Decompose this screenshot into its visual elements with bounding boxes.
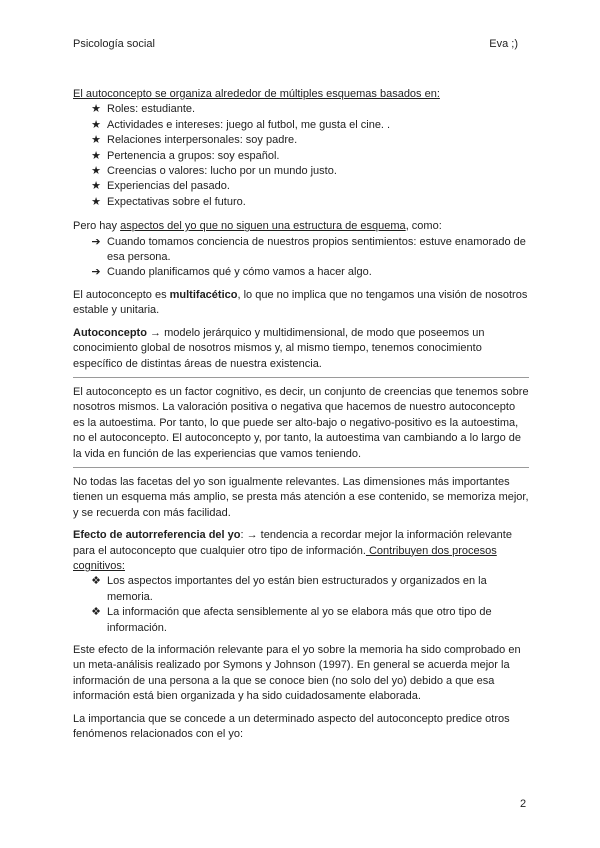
star-icon: ★: [91, 103, 101, 116]
star-icon: ★: [91, 180, 101, 193]
list-item: ★ Pertenencia a grupos: soy español.: [107, 149, 529, 164]
non-schema-list: [73, 235, 529, 281]
list-item: ➔ Cuando tomamos conciencia de nuestros propios sentimientos: estuve enamorado de esa persona.: [107, 235, 529, 266]
relevance-paragraph: No todas las facetas del yo son igualmente relevantes. Las dimensiones más importantes tienen un esquema más amplio, se presta más atención a ese contenido, se memoriza mejor, y se recuerda con más facilidad.: [73, 475, 529, 519]
list-item: ❖ La información que afecta sensiblemente al yo se elabora más que otro tipo de información.: [107, 605, 529, 636]
schemas-list: [73, 102, 529, 210]
star-icon: ★: [91, 134, 101, 147]
divider: [73, 377, 529, 378]
diamond-bullet-icon: ❖: [91, 606, 101, 619]
list-item: ➔ Cuando planificamos qué y cómo vamos a hacer algo.: [107, 265, 529, 280]
star-icon: ★: [91, 118, 101, 131]
star-icon: ★: [91, 165, 101, 178]
multifaceted-paragraph: El autoconcepto es multifacético, lo que no implica que no tengamos una visión de nosotros estable y unitaria.: [73, 288, 528, 317]
list-item: ❖ Los aspectos importantes del yo están bien estructurados y organizados en la memoria.: [107, 574, 529, 605]
list-item: ★ Expectativas sobre el futuro.: [107, 195, 529, 210]
star-icon: ★: [91, 149, 101, 162]
list-item: ★ Experiencias del pasado.: [107, 179, 529, 194]
arrow-right-icon: ➔: [91, 266, 101, 279]
non-schema-intro: Pero hay aspectos del yo que no siguen una estructura de esquema, como:: [73, 220, 442, 233]
schemas-intro: El autoconcepto se organiza alrededor de múltiples esquemas basados en:: [73, 88, 440, 100]
header-left: Psicología social: [73, 38, 155, 50]
diamond-bullet-icon: ❖: [91, 575, 101, 588]
list-item: ★ Creencias o valores: lucho por un mundo justo.: [107, 164, 529, 179]
header-right: Eva ;): [489, 38, 518, 50]
self-reference-effect: Efecto de autorreferencia del yo: → tendencia a recordar mejor la información relevante para el autoconcepto que cualquier otro tipo de información. Contribuyen dos procesos cognitivos:: [73, 529, 512, 572]
star-icon: ★: [91, 195, 101, 208]
arrow-icon: →: [150, 326, 162, 339]
autoconcepto-definition: Autoconcepto → modelo jerárquico y multidimensional, de modo que poseemos un conocimiento global de nosotros mismos y, al mismo tiempo, tenemos conocimiento específico de distintas áreas de nuestra existencia.: [73, 326, 485, 370]
document-body: [73, 87, 529, 742]
cognitive-processes-list: [73, 574, 529, 636]
autoestima-paragraph: El autoconcepto es un factor cognitivo, es decir, un conjunto de creencias que tenemos sobre nosotros mismos. La valoración positiva o negativa que hacemos de nuestro autoconcepto es la autoestima. Por tanto, lo que puede ser alto-bajo o negativo-positivo es la autoestima, no el autoconcepto. El autoconcepto y, por tanto, la autoestima van cambiando a lo largo de la vida en función de las experiencias que vamos teniendo.: [73, 385, 529, 460]
meta-analysis-paragraph: Este efecto de la información relevante para el yo sobre la memoria ha sido comprobado en un meta-análisis realizado por Symons y Johnson (1997). En general se acuerda mejor la información de una persona a la que se conoce bien (no solo del yo) debido a que esa información está bien organizada y ha sido cuidadosamente elaborada.: [73, 644, 521, 703]
list-item: ★ Relaciones interpersonales: soy padre.: [107, 133, 529, 148]
list-item: ★ Roles: estudiante.: [107, 102, 529, 117]
importance-paragraph: La importancia que se concede a un determinado aspecto del autoconcepto predice otros fenómenos relacionados con el yo:: [73, 712, 510, 741]
list-item: ★ Actividades e intereses: juego al futbol, me gusta el cine. .: [107, 118, 529, 133]
arrow-right-icon: ➔: [91, 235, 101, 248]
page-number: 2: [520, 798, 527, 810]
divider: [73, 467, 529, 468]
page-header: [73, 37, 518, 52]
